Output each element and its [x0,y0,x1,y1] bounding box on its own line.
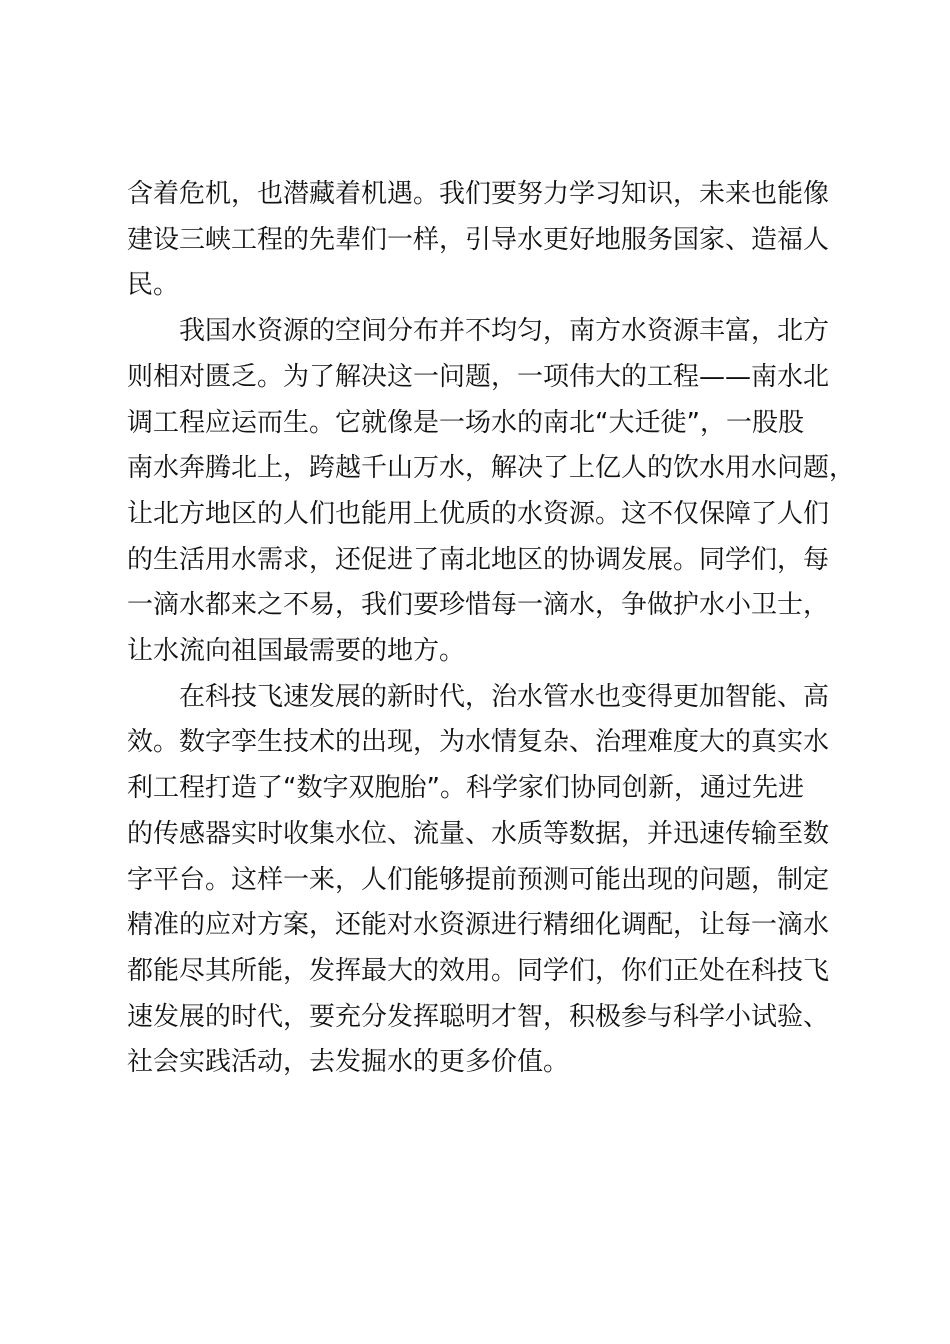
text-line: 调工程应运而生。它就像是一场水的南北“大迁徙”，一股股 [127,407,804,438]
text-line: 社会实践活动，去发掘水的更多价值。 [127,1047,570,1078]
text-line: 南水奔腾北上，跨越千山万水，解决了上亿人的饮水用水问题， [127,453,856,484]
text-line: 精准的应对方案，还能对水资源进行精细化调配，让每一滴水 [127,910,830,941]
text-line: 速发展的时代，要充分发挥聪明才智，积极参与科学小试验、 [127,1001,830,1032]
text-line: 都能尽其所能，发挥最大的效用。同学们，你们正处在科技飞 [127,955,830,986]
text-line: 让水流向祖国最需要的地方。 [127,636,466,667]
paragraph-3 [127,675,833,1086]
text-line: 字平台。这样一来，人们能够提前预测可能出现的问题，制定 [127,864,830,895]
text-line: 的传感器实时收集水位、流量、水质等数据，并迅速传输至数 [127,818,830,849]
text-line: 的生活用水需求，还促进了南北地区的协调发展。同学们，每 [127,544,830,575]
text-line: 则相对匮乏。为了解决这一问题，一项伟大的工程——南水北 [127,361,830,392]
paragraph-2 [127,309,856,675]
text-line: 效。数字孪生技术的出现，为水情复杂、治理难度大的真实水 [127,727,830,758]
text-line: 含着危机，也潜藏着机遇。我们要努力学习知识，未来也能像 [127,179,830,209]
text-line: 一滴水都来之不易，我们要珍惜每一滴水，争做护水小卫士， [127,590,830,621]
paragraph-1 [127,172,833,309]
text-line: 让北方地区的人们也能用上优质的水资源。这不仅保障了人们 [127,498,830,529]
text-line: 在科技飞速发展的新时代，治水管水也变得更加智能、高 [179,681,830,712]
text-line: 民。 [127,270,180,301]
body-text [127,172,856,1086]
text-line: 我国水资源的空间分布并不均匀，南方水资源丰富，北方 [179,316,830,347]
text-line: 利工程打造了“数字双胞胎”。科学家们协同创新，通过先进 [127,773,804,804]
text-line: 建设三峡工程的先辈们一样，引导水更好地服务国家、造福人 [127,224,830,255]
